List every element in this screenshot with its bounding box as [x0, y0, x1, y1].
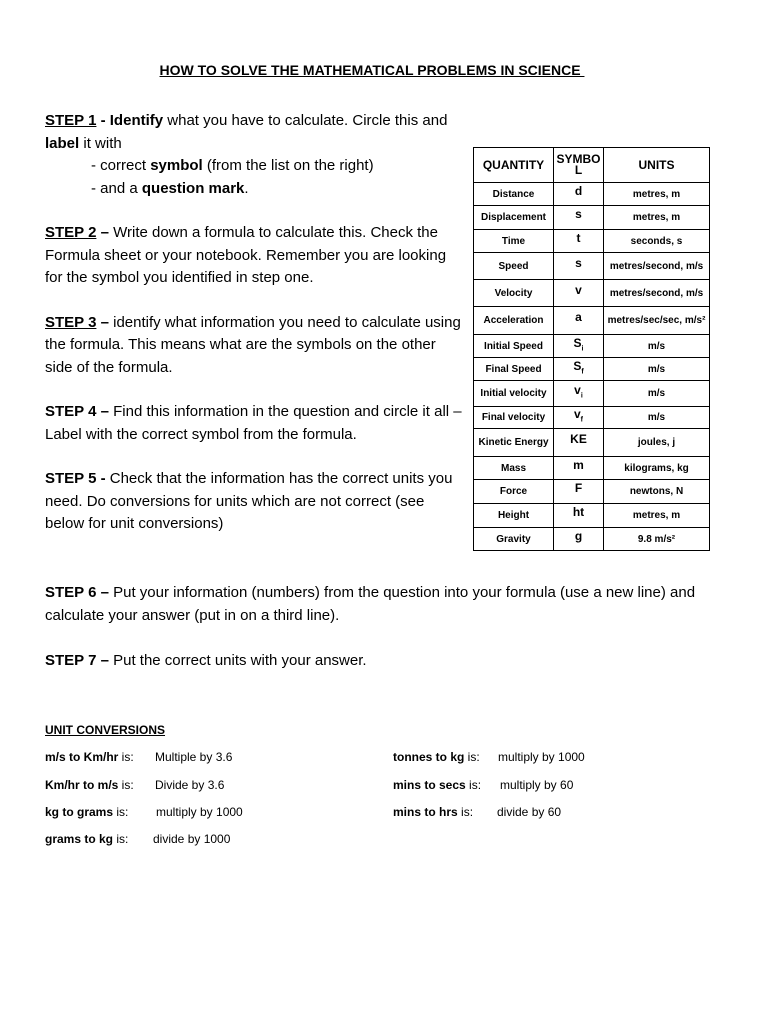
- step-5-text: Check that the information has the correct units you need. Do conversions for units which are not correct (see below for unit conversions): [45, 470, 453, 532]
- conversion-label: mins to secs is:: [393, 778, 482, 792]
- table-row: [474, 230, 710, 253]
- step-2-label: STEP 2: [45, 224, 97, 241]
- steps-column: [45, 110, 465, 558]
- quantity-cell: Kinetic Energy: [474, 429, 554, 457]
- header-quantity: QUANTITY: [474, 148, 554, 183]
- quantity-cell: Displacement: [474, 206, 554, 230]
- header-units: UNITS: [604, 148, 710, 183]
- step-4-label: STEP 4 –: [45, 403, 109, 420]
- step-1-bold-identify: Identify: [109, 112, 164, 129]
- step-1-text-2: it with: [79, 134, 122, 152]
- conversion-value: Divide by 3.6: [155, 778, 225, 792]
- units-cell: metres, m: [604, 504, 710, 528]
- quantity-cell: Mass: [474, 457, 554, 480]
- symbol-cell: d: [554, 183, 604, 206]
- conversion-value: multiply by 1000: [156, 805, 243, 819]
- conversion-value: multiply by 1000: [498, 750, 585, 764]
- step-1-bullet-2: - and a question mark.: [91, 179, 249, 197]
- step-4-text: Find this information in the question and circle it all – Label with the correct symbol from the formula.: [45, 403, 462, 443]
- quantity-cell: Initial Speed: [474, 335, 554, 358]
- table-row: [474, 528, 710, 551]
- symbol-cell: ht: [554, 504, 604, 528]
- conversion-label: tonnes to kg is:: [393, 750, 480, 764]
- quantity-cell: Initial velocity: [474, 381, 554, 407]
- table-row: [474, 480, 710, 504]
- page-title: HOW TO SOLVE THE MATHEMATICAL PROBLEMS IN SCIENCE: [159, 62, 585, 78]
- step-4: [45, 401, 465, 446]
- symbol-cell: $S_f$: [554, 358, 604, 381]
- step-1-label: STEP 1: [45, 112, 97, 129]
- units-cell: kilograms, kg: [604, 457, 710, 480]
- table-row: [474, 429, 710, 457]
- units-cell: metres/sec/sec, m/s²: [604, 307, 710, 335]
- table-row: [474, 307, 710, 335]
- quantity-cell: Speed: [474, 253, 554, 280]
- symbol-cell: s: [554, 253, 604, 280]
- header-symbol: SYMBO L: [554, 148, 604, 183]
- units-cell: m/s: [604, 381, 710, 407]
- step-1: STEP 1 - Identify what you have to calculate. Circle this and label it with - correct symbol (from the list on the right) - and a question mark.: [45, 110, 465, 200]
- quantity-cell: Acceleration: [474, 307, 554, 335]
- quantity-cell: Height: [474, 504, 554, 528]
- units-cell: m/s: [604, 358, 710, 381]
- conversion-label: m/s to Km/hr is:: [45, 750, 134, 764]
- symbol-cell: v: [554, 280, 604, 307]
- units-cell: 9.8 m/s²: [604, 528, 710, 551]
- step-3-label: STEP 3: [45, 313, 97, 331]
- step-7-label: STEP 7 –: [45, 652, 109, 669]
- symbol-cell: KE: [554, 429, 604, 457]
- table-row: [474, 457, 710, 480]
- units-cell: joules, j: [604, 429, 710, 457]
- symbols-table: [473, 147, 710, 551]
- units-cell: metres/second, m/s: [604, 253, 710, 280]
- table-header-row: [474, 148, 710, 183]
- symbol-cell: a: [554, 307, 604, 335]
- symbol-cell: $v_f$: [554, 407, 604, 429]
- conversion-label: mins to hrs is:: [393, 805, 474, 819]
- symbol-cell: F: [554, 480, 604, 504]
- conversion-label: kg to grams is:: [45, 805, 129, 819]
- quantity-cell: Final Speed: [474, 358, 554, 381]
- symbol-cell: g: [554, 528, 604, 551]
- conversion-value: divide by 60: [497, 805, 562, 819]
- units-cell: seconds, s: [604, 230, 710, 253]
- step-5-label: STEP 5 -: [45, 470, 106, 487]
- step-6-label: STEP 6 –: [45, 584, 109, 601]
- units-cell: metres/second, m/s: [604, 280, 710, 307]
- symbol-cell: m: [554, 457, 604, 480]
- table-row: [474, 407, 710, 429]
- conversion-value: Multiple by 3.6: [155, 750, 233, 764]
- step-7-text: Put the correct units with your answer.: [108, 652, 367, 669]
- step-2: STEP 2 – Write down a formula to calculate this. Check the Formula sheet or your notebook. Remember you are looking for the symbol you identified in step one.: [45, 224, 447, 286]
- table-row: [474, 381, 710, 407]
- table-row: [474, 504, 710, 528]
- quantity-cell: Force: [474, 480, 554, 504]
- step-1-bold-label: label: [45, 134, 80, 152]
- units-cell: metres, m: [604, 183, 710, 206]
- quantity-cell: Velocity: [474, 280, 554, 307]
- quantity-cell: Gravity: [474, 528, 554, 551]
- step-1-bullet-1: - correct symbol (from the list on the right): [91, 157, 374, 174]
- quantity-cell: Final velocity: [474, 407, 554, 429]
- table-row: [474, 183, 710, 206]
- units-cell: newtons, N: [604, 480, 710, 504]
- step-3: STEP 3 – identify what information you need to calculate using the formula. This means what are the symbols on the other side of the formula.: [45, 313, 461, 376]
- step-6: [45, 582, 705, 627]
- conversion-label: Km/hr to m/s is:: [45, 778, 134, 792]
- quantity-cell: Distance: [474, 183, 554, 206]
- symbol-cell: t: [554, 230, 604, 253]
- units-cell: m/s: [604, 335, 710, 358]
- table-row: [474, 335, 710, 358]
- conversion-value: multiply by 60: [500, 778, 574, 792]
- unit-conversions-title: UNIT CONVERSIONS: [45, 723, 166, 737]
- step-3-text: identify what information you need to calculate using the formula. This means what are the symbols on the other side of the formula.: [45, 313, 461, 376]
- table-row: [474, 280, 710, 307]
- units-cell: metres, m: [604, 206, 710, 230]
- conversion-label: grams to kg is:: [45, 832, 129, 846]
- table-row: [474, 206, 710, 230]
- symbol-cell: s: [554, 206, 604, 230]
- units-cell: m/s: [604, 407, 710, 429]
- table-row: [474, 253, 710, 280]
- step-1-text: what you have to calculate. Circle this and: [163, 112, 448, 129]
- step-5: [45, 468, 465, 536]
- step-6-text: Put your information (numbers) from the question into your formula (use a new line) and calculate your answer (put in on a third line).: [45, 584, 696, 624]
- symbol-cell: $S_i$: [554, 335, 604, 358]
- conversion-value: divide by 1000: [153, 832, 231, 846]
- symbol-cell: $v_i$: [554, 381, 604, 407]
- step-2-text: Write down a formula to calculate this. Check the Formula sheet or your notebook. Remember you are looking for the symbol you identified in step one.: [45, 224, 447, 286]
- quantity-cell: Time: [474, 230, 554, 253]
- table-row: [474, 358, 710, 381]
- step-7: [45, 650, 705, 673]
